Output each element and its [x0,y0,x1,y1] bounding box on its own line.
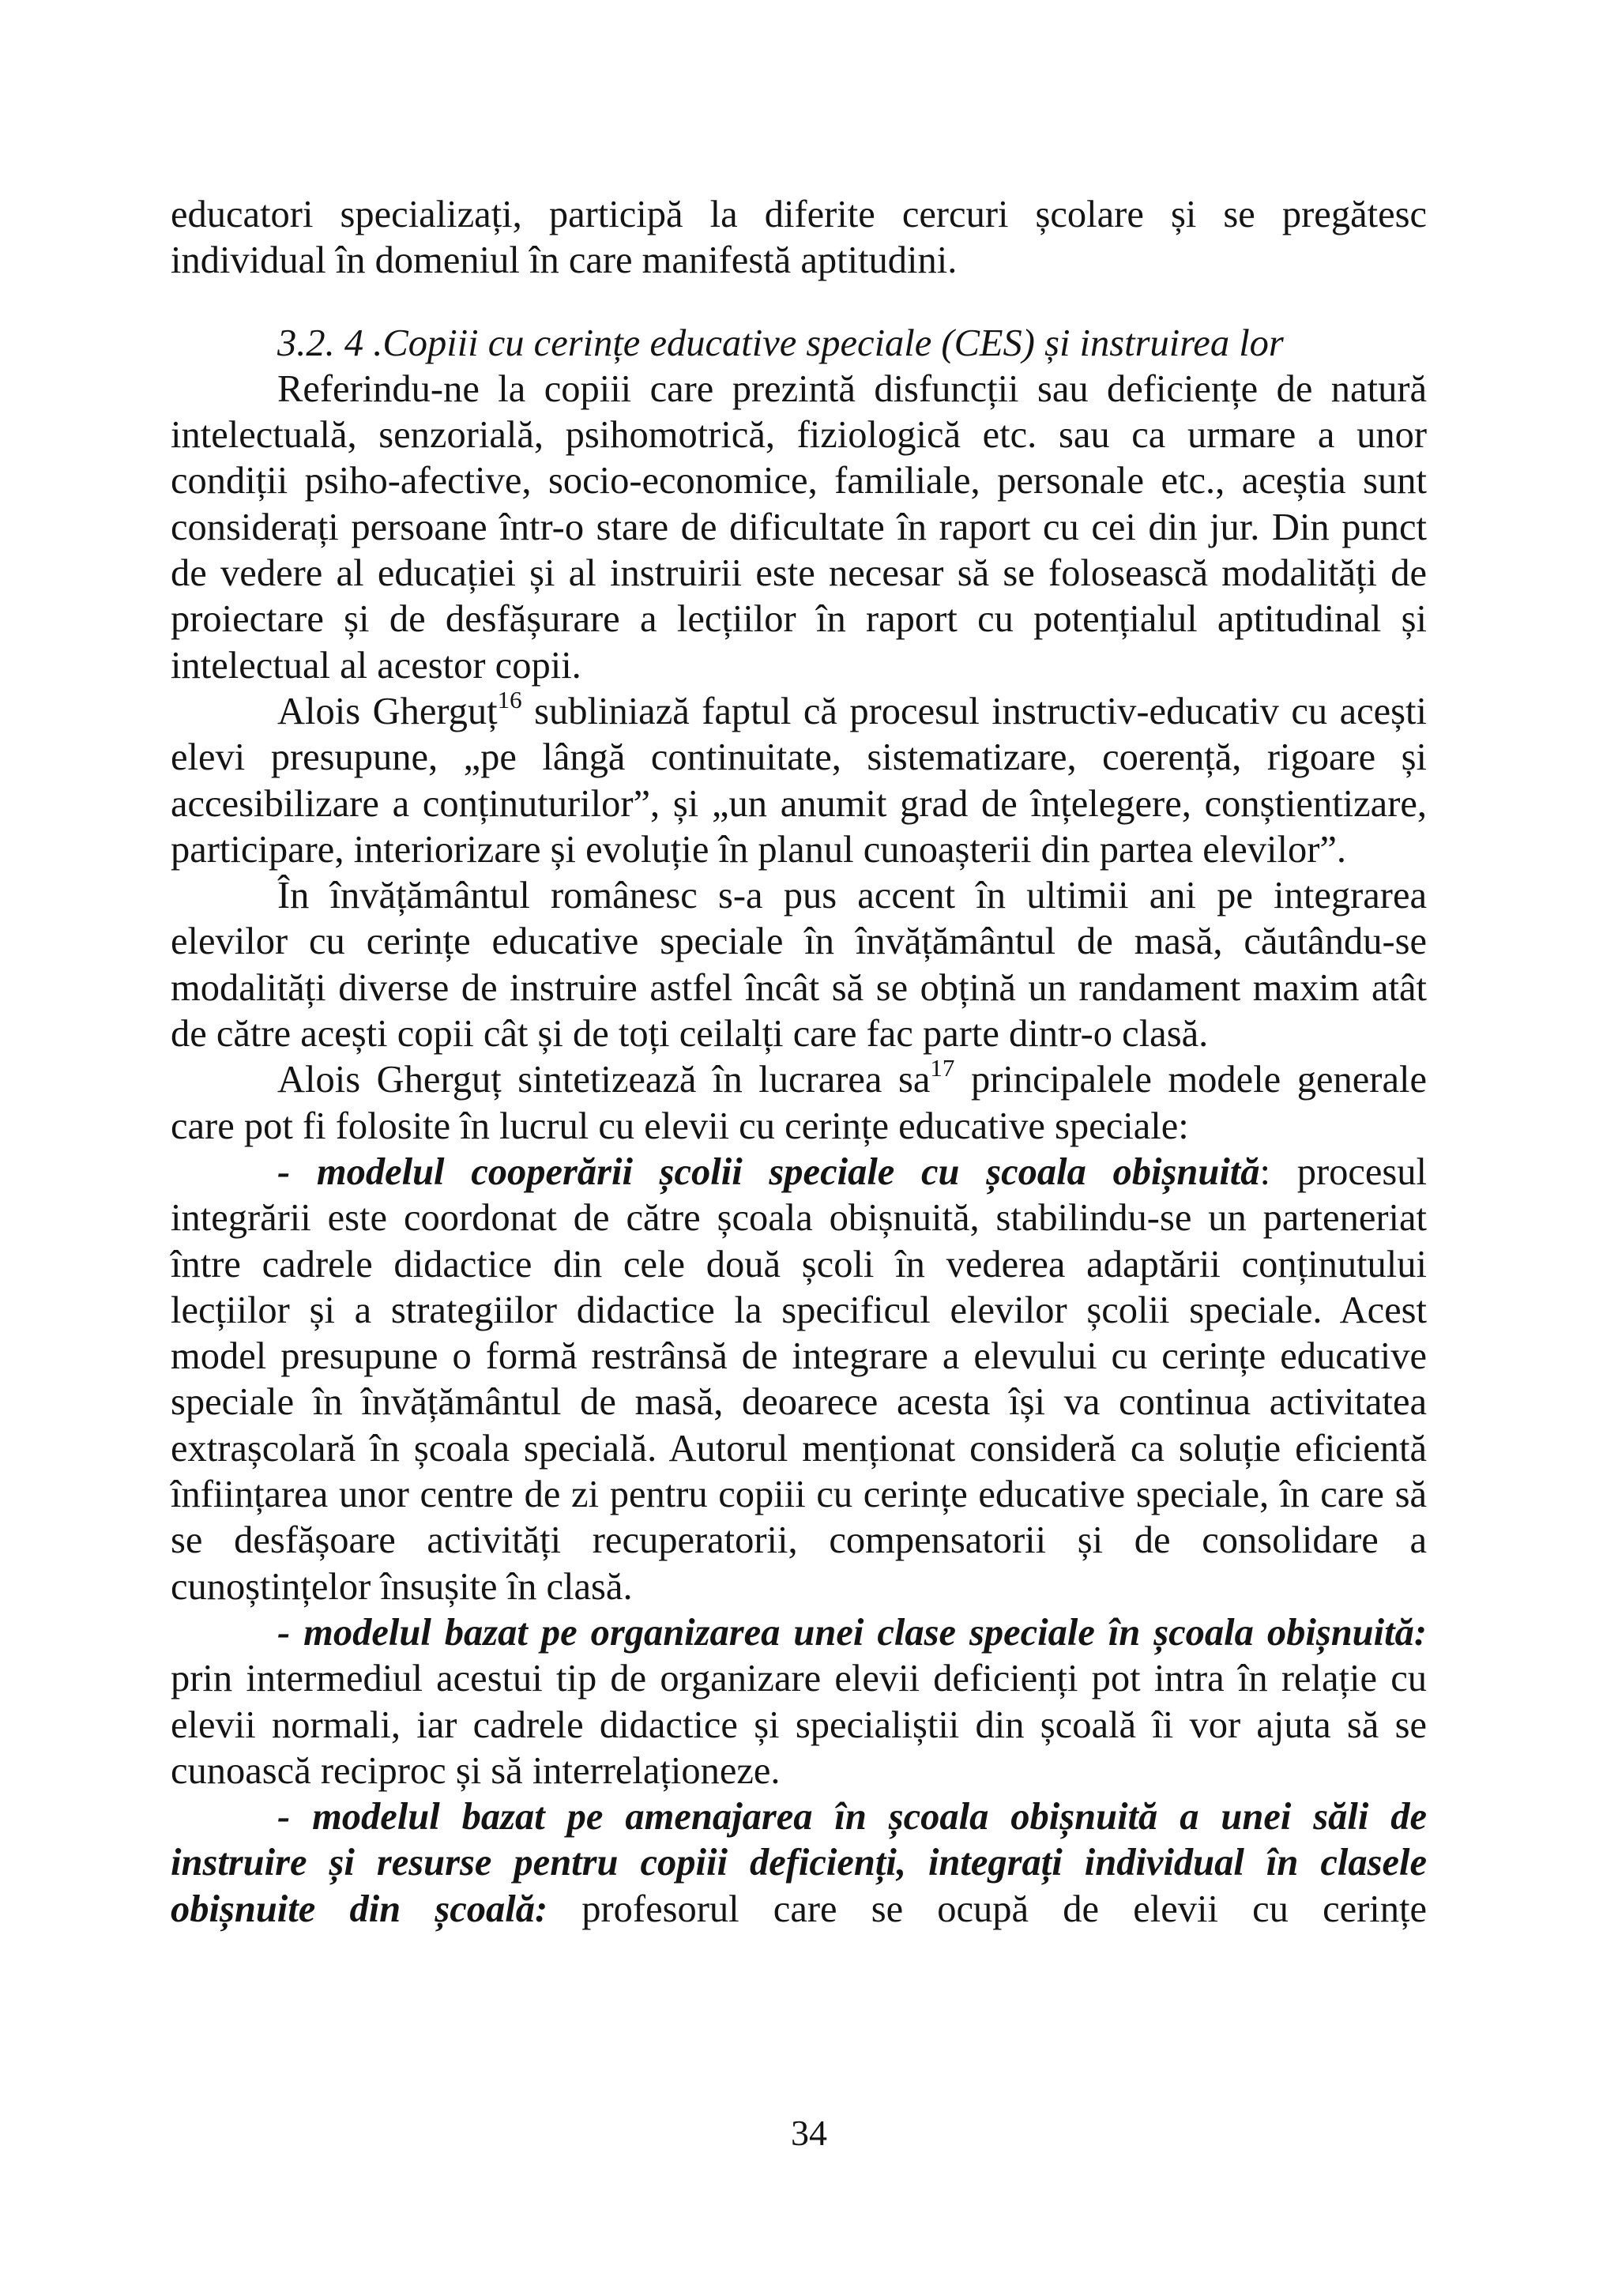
author-name: Alois Gherguț [277,690,498,732]
model-clasa-speciala-text: prin intermediul acestui tip de organizare elevii deficienți pot intra în relație cu elevii normali, iar cadrele didactice și specialiștii din școală îi vor ajuta să se cunoască reciproc și să interrelaționeze. [171,1658,1427,1792]
modele-intro-text: Alois Gherguț sintetizează în lucrarea sa [277,1059,931,1101]
intro-paragraph: educatori specializați, participă la diferite cercuri școlare și se pregătesc individual în domeniul în care manifestă aptitudini. [171,194,1427,282]
model-cooperare-text: : procesul integrării este coordonat de către școala obișnuită, stabilindu-se un parteneriat între cadrele didactice din cele două școli în vederea adaptării conținutului lecțiilor și a strategiilor didactice la specificul elevilor școlii speciale. Acest model presupune o formă restrânsă de integrare a elevului cu cerințe educative speciale în învățământul de masă, deoarece acesta își va continua activitatea extrașcolară în școala specială. Autorul menționat consideră ca soluție eficientă înființarea unor centre de zi pentru copiii cu cerințe educative speciale, în care să se desfășoare activități recuperatorii, compensatorii și de consolidare a cunoștințelor însușite în clasă. [171,1150,1428,1608]
page-body [171,192,1427,1933]
model-sala-resurse [171,1794,1427,1933]
model-clasa-speciala [171,1610,1427,1794]
footnote-ref-17: 17 [930,1054,955,1082]
model-sala-resurse-label: - modelul bazat pe amenajarea în școala obișnuită a unei săli de instruire și resurse pentru copiii deficienți, integrați individual în clasele obișnuite din școală: [171,1796,1427,1930]
model-cooperare-label: - modelul cooperării școlii speciale cu școala obișnuită [277,1150,1260,1193]
model-cooperare [171,1150,1427,1610]
paragraph-disfunctii: Referindu-ne la copiii care prezintă disfuncții sau deficiențe de natură intelectuală, senzorială, psihomotrică, fiziologică etc. sau ca urmare a unor condiții psiho-afective, socio-economice, familiale, personale etc., aceștia sunt considerați persoane într-o stare de dificultate în raport cu cei din jur. Din punct de vedere al educației și al instruirii este necesar să se folosească modalități de proiectare și de desfășurare a lecțiilor în raport cu potențialul aptitudinal și intelectual al acestor copii. [171,367,1427,687]
model-sala-resurse-text: profesorul care se ocupă de elevii cu cerințe [547,1888,1427,1930]
quote-text: subliniază faptul că procesul instructiv-educativ cu acești elevi presupune, „pe lângă continuitate, sistematizare, coerență, rigoare și accesibilizare a conținuturilor”, și „un anumit grad de înțelegere, conștientizare, participare, interiorizare și evoluție în planul cunoașterii din partea elevilor”. [171,690,1427,871]
footnote-ref-16: 16 [497,685,522,713]
model-clasa-speciala-label: - modelul bazat pe organizarea unei clase speciale în școala obișnuită: [277,1611,1427,1654]
paragraph-modele-intro [171,1054,1427,1150]
paragraph-integrare: În învățământul românesc s-a pus accent în ultimii ani pe integrarea elevilor cu cerințe educative speciale în învățământul de masă, căutându-se modalități diverse de instruire astfel încât să se obțină un randament maxim atât de către acești copii cât și de toți ceilalți care fac parte dintr-o clasă. [171,875,1427,1056]
paragraph-ghergut-quote [171,685,1427,873]
section-heading: 3.2. 4 .Copiii cu cerințe educative speciale (CES) și instruirea lor [277,322,1284,364]
paragraph-gap [171,284,1427,321]
modele-intro-rest: principalele modele generale care pot fi folosite în lucrul cu elevii cu cerințe educative speciale: [171,1059,1427,1147]
page-number: 34 [791,2113,827,2153]
